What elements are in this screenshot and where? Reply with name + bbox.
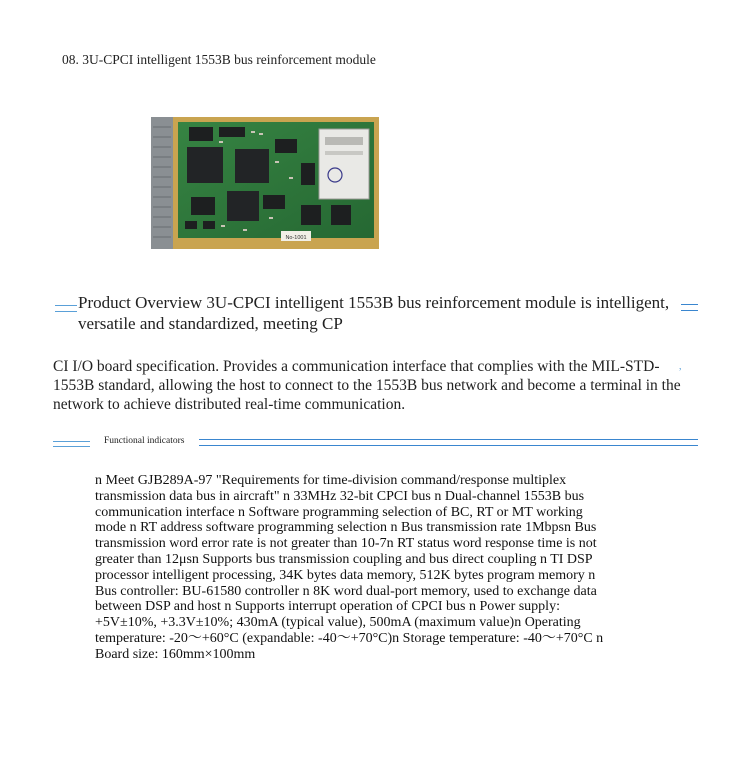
product-photo — [151, 117, 379, 249]
decorative-rule — [53, 441, 90, 447]
board-tag-text: No-1001 — [285, 235, 307, 241]
section-heading: 08. 3U-CPCI intelligent 1553B bus reinforcement module — [62, 52, 376, 67]
processor-chip — [235, 149, 269, 183]
chip — [275, 139, 297, 153]
decorative-rule — [199, 439, 698, 446]
decorative-mark: , — [679, 361, 682, 372]
decorative-rule — [681, 304, 698, 311]
overview-paragraph: CI I/O board specification. Provides a communication interface that complies with the MIL-STD-1553B standard, allowing the host to connect to the 1553B bus network and become a terminal in the network to achieve distributed real-time communication. — [53, 358, 681, 413]
transformer-chip — [301, 205, 321, 225]
decorative-rule — [55, 305, 77, 312]
transformer-chip — [331, 205, 351, 225]
product-overview: Product Overview 3U-CPCI intelligent 1553B bus reinforcement module is intelligent, versatile and standardized, meeting CP — [78, 293, 670, 333]
chip — [219, 127, 245, 137]
section-label: Functional indicators — [104, 436, 185, 446]
memory-chip — [227, 191, 259, 221]
chip — [263, 195, 285, 209]
chip — [191, 197, 215, 215]
functional-indicators-text: n Meet GJB289A-97 "Requirements for time-division command/response multiplex transmission data bus in aircraft" n 33MHz 32-bit CPCI bus n Dual-channel 1553B bus communication interface n Software programming selection of BC, RT or MT working mode n RT address software programming selection n Bus transmission rate 1Mbpsn Bus transmission word error rate is not greater than 10-7n RT status word response time is not greater than 12μsn Supports bus transmission coupling and bus direct coupling n TI DSP processor intelligent processing, 34K bytes data memory, 512K bytes program memory n Bus controller: BU-61580 controller n 8K word dual-port memory, used to exchange data between DSP and host n Supports interrupt operation of CPCI bus n Power supply: +5V±10%, +3.3V±10%; 430mA (typical value), 500mA (maximum value)n Operating temperature: -20～+60°C (expandable: -40～+70°C)n Storage temperature: -40～+70°C n Board size: 160mm×100mm — [95, 473, 604, 662]
chip — [301, 163, 315, 185]
processor-chip — [187, 147, 223, 183]
chip — [189, 127, 213, 141]
